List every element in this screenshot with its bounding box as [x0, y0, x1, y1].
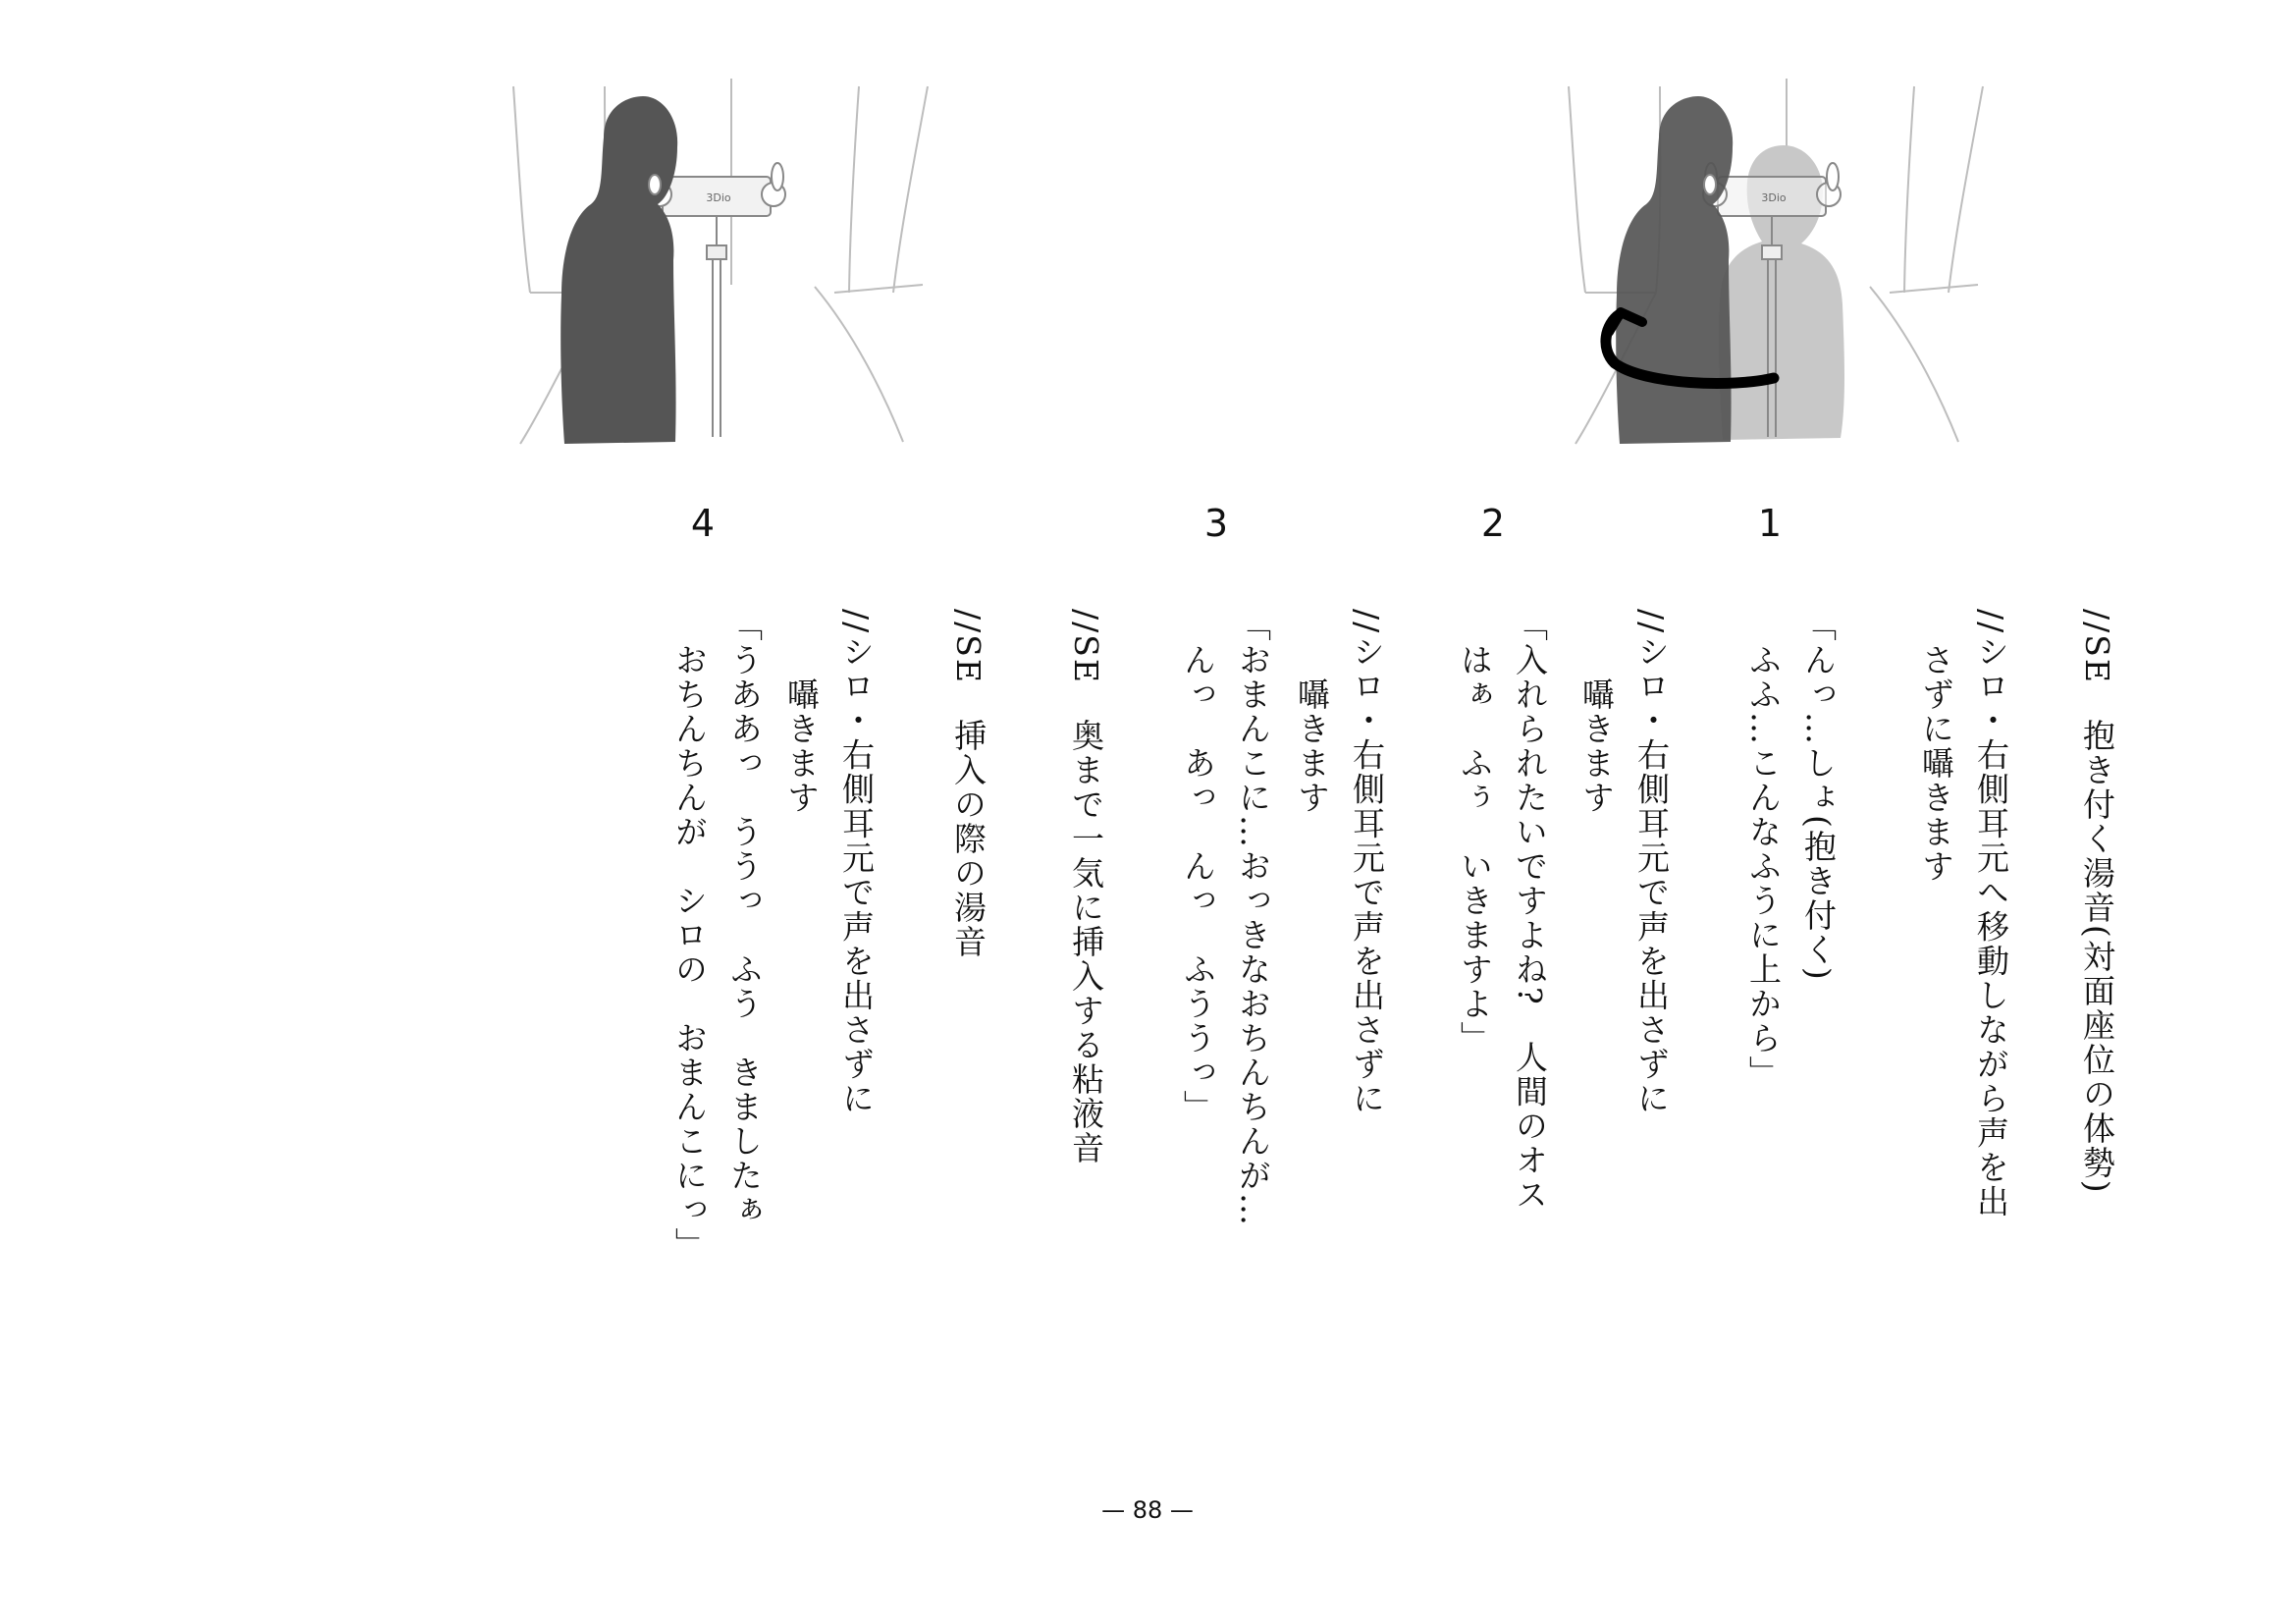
dark-silhouette: [561, 96, 677, 444]
page-number: — 88 —: [1101, 1496, 1194, 1524]
illustration-right: [1566, 79, 1988, 461]
script-line-se: //SE 抱き付く湯音(対面座位の体勢): [2078, 609, 2116, 1195]
script-line-direction: //シロ・右側耳元で声を出さずに: [837, 609, 876, 1116]
script-line-dialogue: 「おまんこに…おっきなおちんちんが…: [1234, 609, 1272, 1227]
dark-silhouette: [1616, 96, 1733, 444]
script-line-direction-cont: 囁きます: [782, 609, 821, 815]
script-line-se: //SE 奥まで一気に挿入する粘液音: [1067, 609, 1105, 1165]
script-line-direction: //シロ・右側耳元で声を出さずに: [1632, 609, 1671, 1116]
mic-label: 3Dio: [706, 191, 731, 204]
illustration-left: [510, 79, 933, 461]
script-line-direction-cont: 囁きます: [1577, 609, 1616, 815]
silhouette-ear: [649, 175, 661, 194]
script-line-dialogue-cont: んっ あっ んっ ふううっ」: [1179, 609, 1217, 1124]
script-line-dialogue: 「んっ…しょ(抱き付く): [1799, 609, 1838, 982]
mic-label: 3Dio: [1761, 191, 1787, 204]
scene-marker-4: 4: [690, 502, 716, 545]
script-line-direction-cont: 囁きます: [1293, 609, 1331, 815]
script-line-dialogue-cont: ふふ…こんなふうに上から」: [1744, 609, 1783, 1090]
script-line-dialogue-cont: はぁ ふぅ いきますよ」: [1456, 609, 1494, 1056]
script-line-dialogue: 「入れられたいですよね? 人間のオス: [1511, 609, 1549, 1213]
script-line-direction-cont: さずに囁きます: [1917, 609, 1955, 884]
script-line-se: //SE 挿入の際の湯音: [949, 609, 988, 959]
script-line-dialogue: 「うああっ ううっ ふう きましたぁ: [725, 609, 764, 1227]
script-line-direction: //シロ・右側耳元へ移動しながら声を出: [1972, 609, 2010, 1219]
scene-marker-2: 2: [1480, 502, 1506, 545]
scene-marker-1: 1: [1757, 502, 1783, 545]
script-line-dialogue-cont: おちんちんが シロの おまんこにっ」: [670, 609, 709, 1262]
script-line-direction: //シロ・右側耳元で声を出さずに: [1348, 609, 1386, 1116]
silhouette-ear: [1704, 175, 1716, 194]
scene-marker-3: 3: [1203, 502, 1229, 545]
